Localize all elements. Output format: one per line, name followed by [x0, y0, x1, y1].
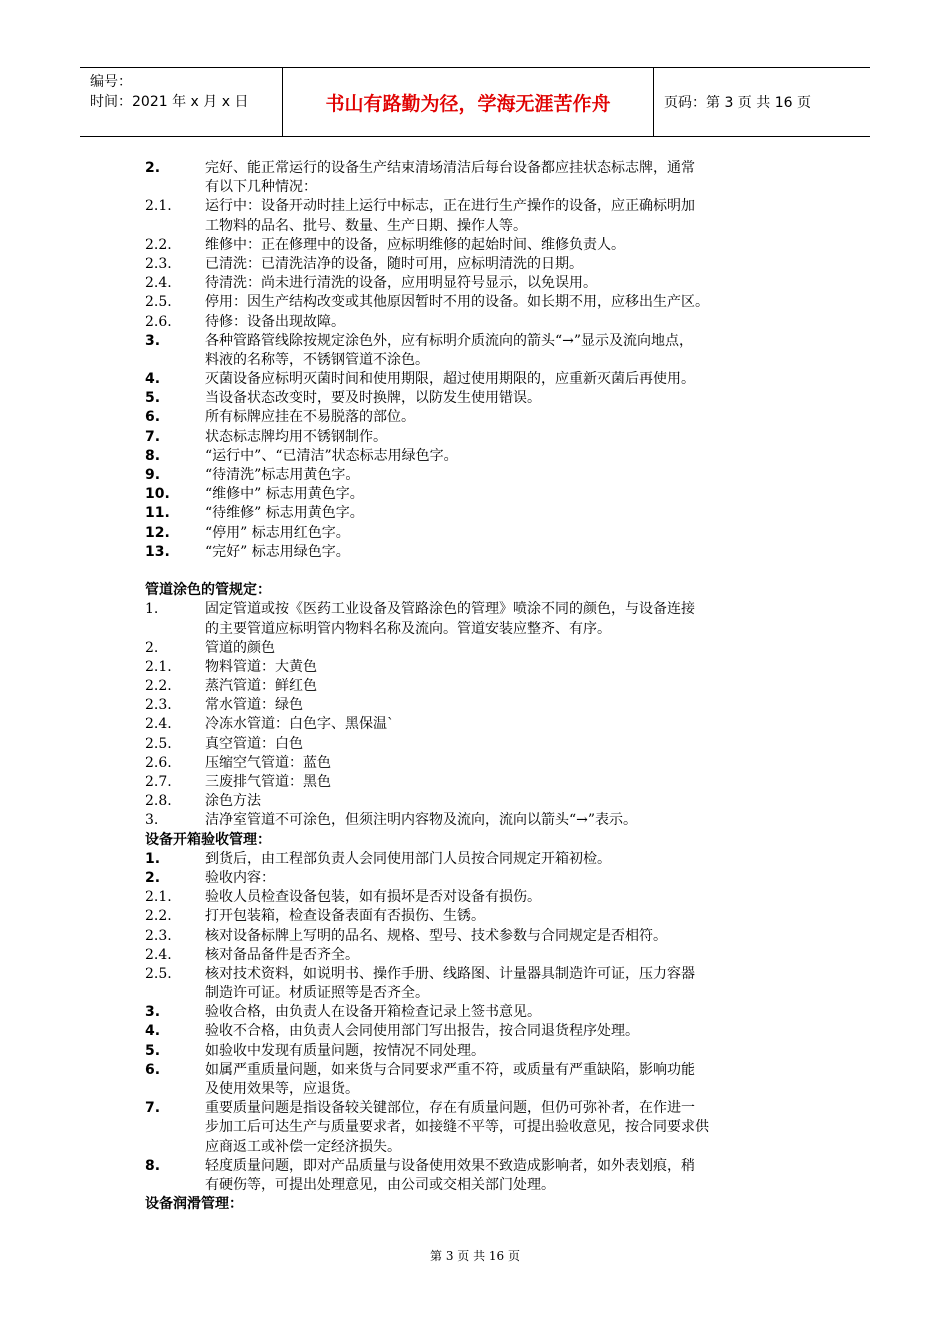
item-number: 12.	[145, 524, 170, 541]
list-item	[145, 735, 825, 754]
section-heading: 设备润滑管理：	[145, 1196, 243, 1213]
item-number: 2.8.	[145, 793, 172, 810]
list-item	[145, 639, 825, 658]
list-item	[145, 946, 825, 965]
continuation-line	[145, 1176, 825, 1195]
item-text: 验收内容：	[205, 869, 275, 886]
document-body	[145, 159, 825, 1214]
list-item	[145, 907, 825, 926]
item-text: 状态标志牌均用不锈钢制作。	[205, 428, 387, 445]
item-number: 3.	[145, 1004, 161, 1021]
item-text: 验收人员检查设备包装，如有损坏是否对设备有损伤。	[205, 889, 541, 906]
item-text: 有硬伤等，可提出处理意见，由公司或交相关部门处理。	[205, 1176, 555, 1193]
list-item	[145, 543, 825, 562]
item-number: 3.	[145, 332, 161, 349]
list-item	[145, 197, 825, 216]
item-text: 灭菌设备应标明灭菌时间和使用期限，超过使用期限的，应重新灭菌后再使用。	[205, 371, 695, 388]
item-number: 2.6.	[145, 313, 172, 330]
item-text: 有以下几种情况：	[205, 179, 317, 196]
list-item	[145, 504, 825, 523]
list-item	[145, 869, 825, 888]
item-text: 所有标牌应挂在不易脱落的部位。	[205, 409, 415, 426]
item-number: 1.	[145, 601, 159, 618]
list-item	[145, 332, 825, 351]
list-item	[145, 1042, 825, 1061]
item-text: 的主要管道应标明管内物料名称及流向。管道安装应整齐、有序。	[205, 620, 611, 637]
item-text: 冷冻水管道：白色字、黑保温`	[205, 716, 394, 733]
item-text: 重要质量问题是指设备较关键部位，存在有质量问题，但仍可弥补者，在作进一	[205, 1100, 695, 1117]
item-number: 2.5.	[145, 294, 172, 311]
item-text: 压缩空气管道：蓝色	[205, 754, 331, 771]
list-item	[145, 754, 825, 773]
item-text: 真空管道：白色	[205, 735, 303, 752]
list-item	[145, 1022, 825, 1041]
item-text: “维修中” 标志用黄色字。	[205, 486, 364, 503]
list-item	[145, 677, 825, 696]
list-item	[145, 927, 825, 946]
item-text: 验收不合格，由负责人会同使用部门写出报告，按合同退货程序处理。	[205, 1023, 639, 1040]
item-number: 2.2.	[145, 678, 172, 695]
item-text: “完好” 标志用绿色字。	[205, 543, 350, 560]
list-item	[145, 274, 825, 293]
item-text: 管道的颜色	[205, 639, 275, 656]
list-item	[145, 159, 825, 178]
list-item	[145, 1099, 825, 1118]
item-text: 制造许可证。材质证照等是否齐全。	[205, 985, 429, 1002]
list-item	[145, 1061, 825, 1080]
list-item	[145, 466, 825, 485]
list-item	[145, 715, 825, 734]
item-text: 料液的名称等，不锈钢管道不涂色。	[205, 351, 429, 368]
item-number: 2.2.	[145, 908, 172, 925]
item-number: 2.3.	[145, 927, 172, 944]
item-number: 2.5.	[145, 735, 172, 752]
item-text: 已清洗：已清洗洁净的设备，随时可用，应标明清洗的日期。	[205, 255, 583, 272]
continuation-line	[145, 1080, 825, 1099]
list-item	[145, 1157, 825, 1176]
blank-line	[145, 562, 825, 581]
item-text: 当设备状态改变时，要及时换牌，以防发生使用错误。	[205, 390, 541, 407]
header-meta	[80, 68, 283, 136]
item-text: 到货后，由工程部负责人会同使用部门人员按合同规定开箱初检。	[205, 850, 611, 867]
list-item	[145, 408, 825, 427]
item-number: 4.	[145, 1023, 161, 1040]
item-number: 2.	[145, 869, 161, 886]
list-item	[145, 792, 825, 811]
document-date: 时间：2021 年 x 月 x 日	[90, 94, 249, 110]
item-text: 三废排气管道：黑色	[205, 774, 331, 790]
page-footer: 第 3 页 共 16 页	[430, 1249, 520, 1263]
item-number: 2.	[145, 160, 161, 176]
item-text: 核对设备标牌上写明的品名、规格、型号、技术参数与合同规定是否相符。	[205, 927, 667, 944]
header-page-info: 页码：第 3 页 共 16 页	[664, 95, 811, 111]
item-text: 各种管路管线除按规定涂色外，应有标明介质流向的箭头“→”显示及流向地点，	[205, 332, 694, 349]
item-number: 2.3.	[145, 697, 172, 714]
list-item	[145, 293, 825, 312]
item-number: 2.7.	[145, 774, 172, 790]
item-number: 7.	[145, 428, 161, 445]
list-item	[145, 850, 825, 869]
list-item	[145, 658, 825, 677]
item-text: 涂色方法	[205, 793, 261, 810]
item-number: 11.	[145, 505, 170, 522]
item-text: 停用：因生产结构改变或其他原因暂时不用的设备。如长期不用，应移出生产区。	[205, 294, 709, 311]
item-text: “停用” 标志用红色字。	[205, 524, 350, 541]
continuation-line	[145, 1118, 825, 1137]
document-number: 编号：	[90, 74, 132, 90]
list-item	[145, 600, 825, 619]
item-text: 应商返工或补偿一定经济损失。	[205, 1138, 401, 1155]
item-number: 4.	[145, 371, 161, 388]
item-text: 洁净室管道不可涂色，但须注明内容物及流向，流向以箭头“→”表示。	[205, 812, 638, 829]
item-text: 及使用效果等，应退货。	[205, 1081, 359, 1097]
item-number: 2.5.	[145, 965, 172, 982]
item-text: 运行中：设备开动时挂上运行中标志，正在进行生产操作的设备，应正确标明加	[205, 198, 695, 215]
item-text: “待维修” 标志用黄色字。	[205, 505, 364, 522]
item-text: 固定管道或按《医药工业设备及管路涂色的管理》喷涂不同的颜色，与设备连接	[205, 601, 695, 618]
continuation-line	[145, 984, 825, 1003]
item-number: 2.6.	[145, 754, 172, 771]
item-text: 打开包装箱，检查设备表面有否损伤、生锈。	[205, 908, 485, 925]
item-number: 2.2.	[145, 236, 172, 253]
item-text: 如属严重质量问题，如来货与合同要求严重不符，或质量有严重缺陷，影响功能	[205, 1061, 695, 1078]
list-item	[145, 888, 825, 907]
item-text: 核对技术资料，如说明书、操作手册、线路图、计量器具制造许可证，压力容器	[205, 965, 695, 982]
continuation-line	[145, 351, 825, 370]
item-text: 待修：设备出现故障。	[205, 313, 345, 330]
item-number: 2.4.	[145, 716, 172, 733]
list-item	[145, 370, 825, 389]
list-item	[145, 524, 825, 543]
list-item	[145, 313, 825, 332]
item-text: “运行中”、“已清洁”状态标志用绿色字。	[205, 447, 458, 464]
item-number: 2.1.	[145, 658, 172, 675]
item-number: 8.	[145, 1157, 161, 1174]
list-item	[145, 1003, 825, 1022]
item-number: 8.	[145, 447, 161, 464]
list-item	[145, 485, 825, 504]
item-text: 常水管道：绿色	[205, 697, 303, 714]
list-item	[145, 696, 825, 715]
item-number: 2.	[145, 639, 159, 656]
item-text: 轻度质量问题，即对产品质量与设备使用效果不致造成影响者，如外表划痕，稍	[205, 1157, 695, 1174]
item-number: 2.4.	[145, 946, 172, 963]
continuation-line	[145, 1138, 825, 1157]
item-text: 步加工后可达生产与质量要求者，如接缝不平等，可提出验收意见，按合同要求供	[205, 1119, 709, 1136]
item-text: 待清洗：尚未进行清洗的设备，应用明显符号显示，以免误用。	[205, 275, 597, 292]
list-item	[145, 236, 825, 255]
item-text: 工物料的品名、批号、数量、生产日期、操作人等。	[205, 217, 527, 234]
list-item	[145, 255, 825, 274]
item-text: 物料管道：大黄色	[205, 658, 317, 675]
item-number: 13.	[145, 543, 170, 560]
page-header	[80, 67, 870, 137]
item-number: 5.	[145, 390, 161, 407]
item-number: 6.	[145, 1061, 161, 1078]
item-number: 7.	[145, 1100, 161, 1117]
item-text: 如验收中发现有质量问题，按情况不同处理。	[205, 1042, 485, 1059]
item-number: 6.	[145, 409, 161, 426]
item-number: 2.1.	[145, 198, 172, 215]
item-number: 9.	[145, 467, 161, 483]
item-number: 2.3.	[145, 255, 172, 272]
item-text: 核对备品备件是否齐全。	[205, 946, 359, 963]
item-number: 5.	[145, 1042, 161, 1059]
item-number: 1.	[145, 850, 161, 867]
item-number: 2.4.	[145, 275, 172, 292]
continuation-line	[145, 620, 825, 639]
continuation-line	[145, 217, 825, 236]
item-number: 3.	[145, 812, 159, 829]
item-text: 维修中：正在修理中的设备，应标明维修的起始时间、维修负责人。	[205, 236, 625, 253]
item-text: “待清洗”标志用黄色字。	[205, 467, 360, 483]
header-motto: 书山有路勤为径，学海无涯苦作舟	[283, 68, 654, 136]
section-heading: 管道涂色的管规定：	[145, 582, 271, 599]
list-item	[145, 428, 825, 447]
list-item	[145, 965, 825, 984]
item-text: 完好、能正常运行的设备生产结束清场清洁后每台设备都应挂状态标志牌，通常	[205, 160, 695, 176]
list-item	[145, 389, 825, 408]
list-item	[145, 447, 825, 466]
continuation-line	[145, 178, 825, 197]
item-number: 10.	[145, 486, 170, 503]
section-heading: 设备开箱验收管理：	[145, 831, 271, 848]
list-item	[145, 811, 825, 830]
item-text: 蒸汽管道：鲜红色	[205, 678, 317, 695]
item-number: 2.1.	[145, 889, 172, 906]
item-text: 验收合格，由负责人在设备开箱检查记录上签书意见。	[205, 1004, 541, 1021]
list-item	[145, 773, 825, 792]
